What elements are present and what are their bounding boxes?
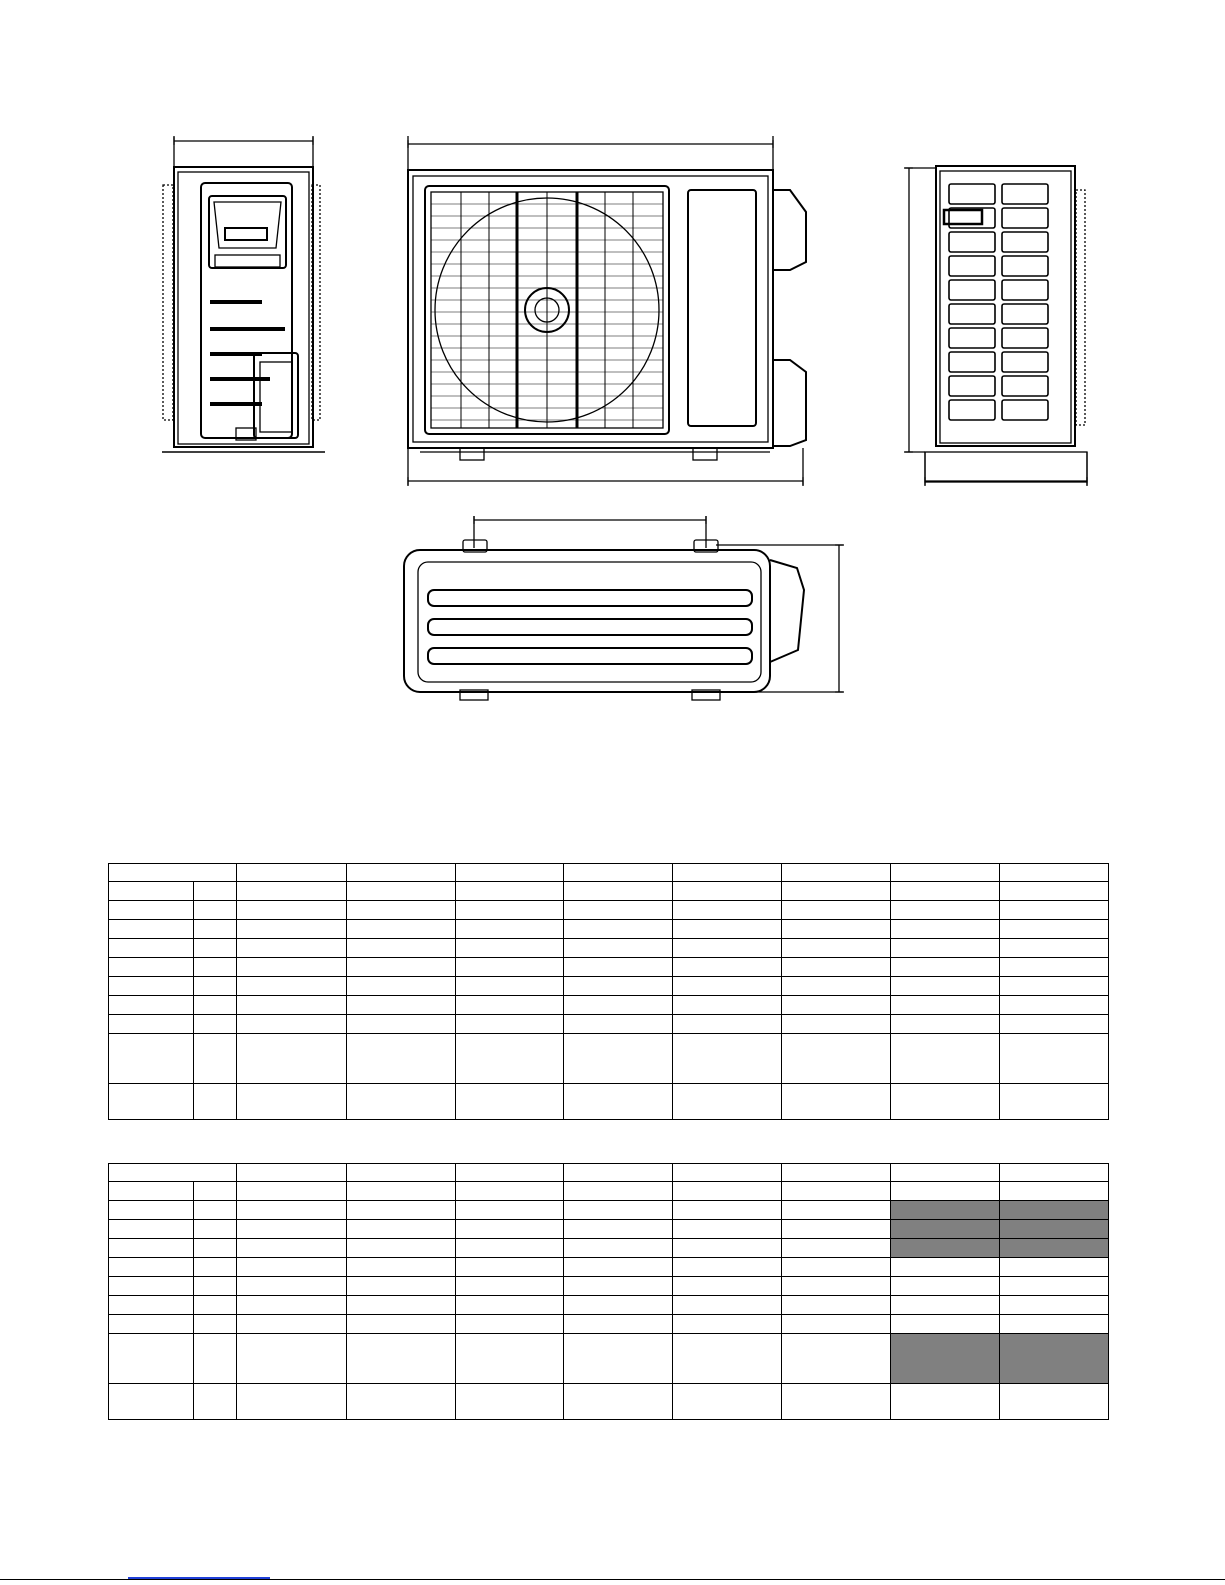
spec-table-2: [108, 1163, 1109, 1420]
table-cell: [109, 977, 194, 996]
table-row: [109, 1384, 1109, 1420]
table-row: [109, 920, 1109, 939]
table-cell: [673, 1015, 782, 1034]
table-cell: [194, 958, 237, 977]
shaded-cell: [1000, 1334, 1109, 1384]
table-cell: [237, 1084, 347, 1120]
table-cell: [1000, 1296, 1109, 1315]
shaded-cell: [1000, 1239, 1109, 1258]
table-cell: [347, 1182, 456, 1201]
table-cell: [237, 1201, 347, 1220]
table-cell: [891, 939, 1000, 958]
shaded-cell: [891, 1220, 1000, 1239]
table-cell: [456, 1277, 564, 1296]
table-cell: [673, 1201, 782, 1220]
table-cell: [109, 864, 237, 882]
table-cell: [109, 1258, 194, 1277]
table-cell: [673, 1334, 782, 1384]
table-cell: [194, 996, 237, 1015]
table-row: [109, 1084, 1109, 1120]
table-cell: [564, 1034, 673, 1084]
table-cell: [564, 1334, 673, 1384]
table-cell: [237, 901, 347, 920]
table-cell: [782, 864, 891, 882]
table-cell: [237, 939, 347, 958]
table-cell: [194, 901, 237, 920]
table-header-row: [109, 1164, 1109, 1182]
table-cell: [237, 1015, 347, 1034]
right-side-louvers: [949, 184, 1048, 420]
table-cell: [237, 1034, 347, 1084]
table-cell: [782, 1334, 891, 1384]
table-cell: [564, 1277, 673, 1296]
table-cell: [891, 920, 1000, 939]
table-cell: [1000, 939, 1109, 958]
table-cell: [109, 939, 194, 958]
table-cell: [237, 864, 347, 882]
table-row: [109, 1182, 1109, 1201]
table-cell: [109, 958, 194, 977]
table-cell: [237, 1315, 347, 1334]
table-cell: [237, 1164, 347, 1182]
table-cell: [347, 958, 456, 977]
table-cell: [237, 1296, 347, 1315]
table-cell: [347, 1239, 456, 1258]
table-cell: [782, 1164, 891, 1182]
table-cell: [782, 1258, 891, 1277]
table-cell: [564, 1182, 673, 1201]
table-cell: [194, 1277, 237, 1296]
table-cell: [347, 1034, 456, 1084]
left-side-view: [162, 136, 325, 452]
table-cell: [237, 996, 347, 1015]
table-cell: [237, 1334, 347, 1384]
table-cell: [782, 1384, 891, 1420]
table-cell: [194, 1084, 237, 1120]
table-cell: [891, 882, 1000, 901]
table-row: [109, 1315, 1109, 1334]
table-cell: [456, 1015, 564, 1034]
table-cell: [456, 1034, 564, 1084]
table-cell: [564, 996, 673, 1015]
table-row: [109, 1015, 1109, 1034]
table-cell: [347, 1296, 456, 1315]
table-cell: [194, 1015, 237, 1034]
table-row: [109, 882, 1109, 901]
table-cell: [782, 1034, 891, 1084]
top-view: [404, 516, 844, 700]
table-cell: [564, 920, 673, 939]
table-row: [109, 958, 1109, 977]
table-cell: [194, 939, 237, 958]
table-cell: [673, 864, 782, 882]
table-cell: [1000, 958, 1109, 977]
table-cell: [782, 1182, 891, 1201]
table-row: [109, 939, 1109, 958]
table-cell: [782, 920, 891, 939]
table-cell: [891, 958, 1000, 977]
shaded-cell: [891, 1334, 1000, 1384]
right-side-view: [904, 166, 1087, 486]
table-cell: [673, 882, 782, 901]
table-cell: [194, 1258, 237, 1277]
table-cell: [109, 1315, 194, 1334]
table-cell: [1000, 1015, 1109, 1034]
table-cell: [782, 1015, 891, 1034]
table-cell: [237, 1182, 347, 1201]
table-cell: [456, 1164, 564, 1182]
table-cell: [456, 1182, 564, 1201]
table-cell: [564, 1384, 673, 1420]
table-cell: [194, 1296, 237, 1315]
table-cell: [237, 1277, 347, 1296]
table-cell: [194, 1182, 237, 1201]
table-row: [109, 1258, 1109, 1277]
table-row: [109, 1296, 1109, 1315]
shaded-cell: [891, 1239, 1000, 1258]
table-cell: [456, 1296, 564, 1315]
table-cell: [456, 901, 564, 920]
table-cell: [673, 958, 782, 977]
table-cell: [1000, 864, 1109, 882]
table-cell: [891, 1258, 1000, 1277]
shaded-cell: [1000, 1201, 1109, 1220]
table-cell: [194, 977, 237, 996]
table-cell: [237, 1258, 347, 1277]
table-cell: [347, 996, 456, 1015]
table-cell: [891, 1182, 1000, 1201]
table-cell: [109, 1277, 194, 1296]
table-cell: [782, 882, 891, 901]
table-cell: [237, 958, 347, 977]
table-cell: [109, 1164, 237, 1182]
table-cell: [456, 1258, 564, 1277]
table-cell: [1000, 1384, 1109, 1420]
table-cell: [564, 882, 673, 901]
table-row: [109, 901, 1109, 920]
table-cell: [782, 958, 891, 977]
table-cell: [564, 958, 673, 977]
table-cell: [109, 920, 194, 939]
table-cell: [1000, 1182, 1109, 1201]
table-cell: [564, 1296, 673, 1315]
table-cell: [237, 1220, 347, 1239]
table-cell: [109, 1296, 194, 1315]
table-cell: [347, 882, 456, 901]
table-cell: [347, 1334, 456, 1384]
table-cell: [891, 1084, 1000, 1120]
table-row: [109, 977, 1109, 996]
table-cell: [194, 1220, 237, 1239]
table-cell: [891, 1034, 1000, 1084]
table-cell: [891, 1296, 1000, 1315]
table-cell: [673, 996, 782, 1015]
table-cell: [564, 1220, 673, 1239]
table-cell: [194, 1201, 237, 1220]
table-cell: [673, 1296, 782, 1315]
table-cell: [782, 1220, 891, 1239]
table-cell: [891, 1384, 1000, 1420]
table-cell: [347, 920, 456, 939]
table-cell: [782, 1239, 891, 1258]
table-row: [109, 1334, 1109, 1384]
table-cell: [564, 939, 673, 958]
table-cell: [782, 939, 891, 958]
table-cell: [194, 920, 237, 939]
table-cell: [456, 996, 564, 1015]
table-row: [109, 996, 1109, 1015]
table-cell: [891, 996, 1000, 1015]
table-cell: [673, 1182, 782, 1201]
table-cell: [194, 1034, 237, 1084]
table-cell: [673, 1384, 782, 1420]
table-row: [109, 1239, 1109, 1258]
table-cell: [673, 1239, 782, 1258]
table-cell: [1000, 1084, 1109, 1120]
table-cell: [109, 1239, 194, 1258]
table-cell: [456, 1384, 564, 1420]
table-cell: [564, 1084, 673, 1120]
front-view: [408, 136, 806, 486]
table-cell: [782, 1277, 891, 1296]
table-cell: [564, 901, 673, 920]
table-cell: [673, 1034, 782, 1084]
table-cell: [237, 1239, 347, 1258]
table-cell: [347, 939, 456, 958]
table-cell: [891, 977, 1000, 996]
table-cell: [347, 1164, 456, 1182]
table-cell: [673, 1277, 782, 1296]
table-cell: [456, 1220, 564, 1239]
spec-table-1: [108, 863, 1109, 1120]
table-cell: [456, 958, 564, 977]
footer-link-underline[interactable]: [128, 1577, 270, 1579]
table-cell: [564, 977, 673, 996]
table-cell: [109, 882, 194, 901]
table-cell: [673, 1315, 782, 1334]
table-cell: [347, 901, 456, 920]
table-cell: [347, 1384, 456, 1420]
table-cell: [673, 1220, 782, 1239]
table-cell: [673, 1258, 782, 1277]
table-cell: [194, 1334, 237, 1384]
table-cell: [564, 1258, 673, 1277]
table-cell: [891, 864, 1000, 882]
table-cell: [456, 882, 564, 901]
table-cell: [109, 1182, 194, 1201]
table-cell: [782, 1296, 891, 1315]
table-header-row: [109, 864, 1109, 882]
table-cell: [456, 939, 564, 958]
table-cell: [237, 920, 347, 939]
table-cell: [109, 1015, 194, 1034]
table-cell: [1000, 1315, 1109, 1334]
table-cell: [1000, 977, 1109, 996]
table-row: [109, 1277, 1109, 1296]
table-cell: [891, 1277, 1000, 1296]
table-cell: [109, 1334, 194, 1384]
technical-drawings: [0, 0, 1225, 760]
table-row: [109, 1201, 1109, 1220]
table-cell: [194, 1239, 237, 1258]
table-cell: [782, 977, 891, 996]
table-cell: [456, 1084, 564, 1120]
table-cell: [347, 1015, 456, 1034]
table-cell: [347, 1220, 456, 1239]
table-cell: [456, 977, 564, 996]
table-cell: [1000, 1258, 1109, 1277]
table-cell: [1000, 1164, 1109, 1182]
table-cell: [673, 920, 782, 939]
table-cell: [109, 1384, 194, 1420]
shaded-cell: [891, 1201, 1000, 1220]
table-cell: [347, 1277, 456, 1296]
table-cell: [194, 882, 237, 901]
table-cell: [347, 977, 456, 996]
table-cell: [564, 1164, 673, 1182]
table-cell: [347, 1084, 456, 1120]
table-cell: [347, 1201, 456, 1220]
shaded-cell: [1000, 1220, 1109, 1239]
table-cell: [347, 1315, 456, 1334]
table-cell: [237, 1384, 347, 1420]
table-cell: [782, 1315, 891, 1334]
table-cell: [456, 1334, 564, 1384]
table-cell: [1000, 1277, 1109, 1296]
table-cell: [347, 864, 456, 882]
table-cell: [673, 1164, 782, 1182]
table-cell: [194, 1384, 237, 1420]
table-cell: [1000, 901, 1109, 920]
grille-vertical-bars: [461, 192, 633, 428]
table-cell: [673, 939, 782, 958]
table-cell: [564, 1239, 673, 1258]
table-cell: [1000, 920, 1109, 939]
table-cell: [891, 1315, 1000, 1334]
table-cell: [891, 1015, 1000, 1034]
table-cell: [109, 996, 194, 1015]
table-cell: [456, 1239, 564, 1258]
table-cell: [564, 864, 673, 882]
table-cell: [564, 1015, 673, 1034]
table-cell: [673, 977, 782, 996]
table-cell: [673, 1084, 782, 1120]
table-cell: [109, 1201, 194, 1220]
table-row: [109, 1220, 1109, 1239]
table-cell: [456, 864, 564, 882]
table-cell: [564, 1201, 673, 1220]
table-cell: [673, 901, 782, 920]
table-cell: [1000, 882, 1109, 901]
table-cell: [347, 1258, 456, 1277]
table-cell: [782, 996, 891, 1015]
table-cell: [782, 1084, 891, 1120]
table-cell: [456, 1201, 564, 1220]
table-cell: [891, 901, 1000, 920]
table-cell: [782, 901, 891, 920]
table-cell: [456, 1315, 564, 1334]
table-cell: [109, 1084, 194, 1120]
table-row: [109, 1034, 1109, 1084]
table-cell: [109, 1220, 194, 1239]
footer-rule: [0, 1579, 1225, 1580]
table-cell: [109, 1034, 194, 1084]
table-cell: [782, 1201, 891, 1220]
table-cell: [564, 1315, 673, 1334]
table-cell: [891, 1164, 1000, 1182]
table-cell: [237, 882, 347, 901]
table-cell: [456, 920, 564, 939]
table-cell: [1000, 1034, 1109, 1084]
table-cell: [237, 977, 347, 996]
table-cell: [194, 1315, 237, 1334]
table-cell: [109, 901, 194, 920]
table-cell: [1000, 996, 1109, 1015]
